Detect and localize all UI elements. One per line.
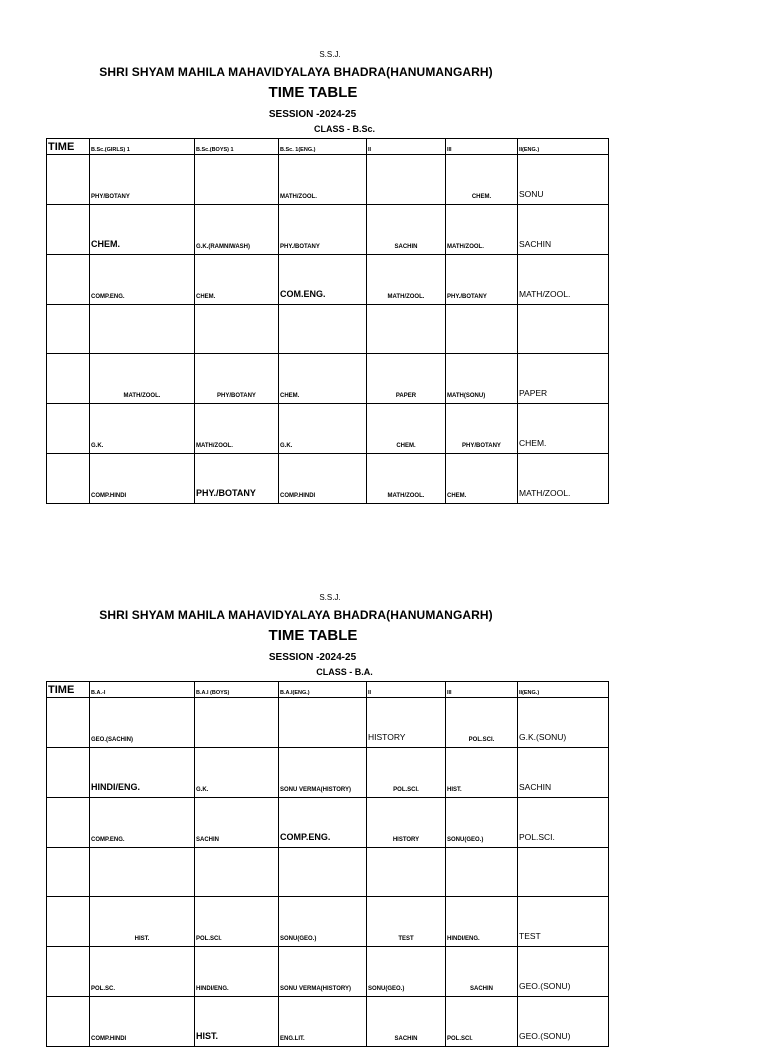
table-cell: PHY/BOTANY bbox=[446, 404, 518, 454]
bsc-timetable-title: TIME TABLE bbox=[268, 84, 358, 101]
time-cell bbox=[47, 354, 90, 404]
table-cell bbox=[90, 305, 195, 354]
table-cell: G.K.(RAMNIWASH) bbox=[195, 205, 279, 255]
table-row bbox=[47, 698, 609, 748]
table-row bbox=[47, 305, 609, 354]
time-cell bbox=[47, 947, 90, 997]
ba-timetable-title: TIME TABLE bbox=[268, 627, 358, 644]
table-cell: MATH/ZOOL. bbox=[195, 404, 279, 454]
table-cell: COMP.HINDI bbox=[90, 997, 195, 1047]
table-cell: SACHIN bbox=[367, 997, 446, 1047]
table-cell: HINDI/ENG. bbox=[90, 748, 195, 798]
table-cell: G.K. bbox=[279, 404, 367, 454]
table-cell: MATH/ZOOL. bbox=[446, 205, 518, 255]
table-cell: POL.SCI. bbox=[518, 798, 609, 848]
table-cell: HISTORY bbox=[367, 698, 446, 748]
bsc-header-col6: II(ENG.) bbox=[518, 139, 609, 155]
table-cell: GEO.(SONU) bbox=[518, 997, 609, 1047]
time-cell bbox=[47, 205, 90, 255]
time-cell bbox=[47, 748, 90, 798]
table-cell bbox=[446, 305, 518, 354]
table-row bbox=[47, 155, 609, 205]
table-row bbox=[47, 748, 609, 798]
table-cell: SACHIN bbox=[195, 798, 279, 848]
table-cell: COMP.ENG. bbox=[90, 255, 195, 305]
table-row bbox=[47, 947, 609, 997]
table-row bbox=[47, 897, 609, 947]
bsc-header-col5: III bbox=[446, 139, 518, 155]
table-cell: POL.SCI. bbox=[195, 897, 279, 947]
table-cell bbox=[195, 848, 279, 897]
table-cell bbox=[367, 155, 446, 205]
table-cell: HIST. bbox=[446, 748, 518, 798]
table-cell: CHEM. bbox=[518, 404, 609, 454]
table-cell: ENG.LIT. bbox=[279, 997, 367, 1047]
bsc-header-col4: II bbox=[367, 139, 446, 155]
table-cell: MATH/ZOOL. bbox=[518, 454, 609, 504]
time-cell bbox=[47, 698, 90, 748]
table-row bbox=[47, 404, 609, 454]
time-cell bbox=[47, 305, 90, 354]
table-cell: CHEM. bbox=[279, 354, 367, 404]
table-cell: HINDI/ENG. bbox=[195, 947, 279, 997]
table-cell: SONU(GEO.) bbox=[446, 798, 518, 848]
ba-header-col2: B.A.I (BOYS) bbox=[195, 682, 279, 698]
table-cell: CHEM. bbox=[90, 205, 195, 255]
ba-session-label: SESSION -2024-25 bbox=[268, 652, 357, 663]
bsc-header-col2: B.Sc.(BOYS) 1 bbox=[195, 139, 279, 155]
table-cell: TEST bbox=[367, 897, 446, 947]
table-cell bbox=[279, 698, 367, 748]
bsc-header-time: TIME bbox=[47, 139, 90, 155]
table-row bbox=[47, 205, 609, 255]
table-cell bbox=[518, 848, 609, 897]
table-cell: CHEM. bbox=[367, 404, 446, 454]
table-cell: PAPER bbox=[518, 354, 609, 404]
ba-header-col3: B.A.I(ENG.) bbox=[279, 682, 367, 698]
table-cell: MATH(SONU) bbox=[446, 354, 518, 404]
table-cell: SONU bbox=[518, 155, 609, 205]
bsc-header-col3: B.Sc. 1(ENG.) bbox=[279, 139, 367, 155]
table-cell: PHY./BOTANY bbox=[279, 205, 367, 255]
time-cell bbox=[47, 454, 90, 504]
table-cell: HIST. bbox=[195, 997, 279, 1047]
time-cell bbox=[47, 848, 90, 897]
table-row bbox=[47, 454, 609, 504]
table-row bbox=[47, 255, 609, 305]
table-cell: COMP.HINDI bbox=[90, 454, 195, 504]
table-cell bbox=[195, 155, 279, 205]
ba-header-col5: III bbox=[446, 682, 518, 698]
table-cell: POL.SCI. bbox=[446, 698, 518, 748]
table-cell: MATH/ZOOL. bbox=[279, 155, 367, 205]
table-cell: PHY./BOTANY bbox=[446, 255, 518, 305]
ba-header-col1: B.A.-I bbox=[90, 682, 195, 698]
table-cell bbox=[518, 305, 609, 354]
ba-header-col4: II bbox=[367, 682, 446, 698]
table-cell: SONU(GEO.) bbox=[279, 897, 367, 947]
ba-header-row bbox=[47, 682, 609, 698]
table-cell: PHY./BOTANY bbox=[195, 454, 279, 504]
time-cell bbox=[47, 255, 90, 305]
table-cell: PHY/BOTANY bbox=[195, 354, 279, 404]
table-cell bbox=[367, 305, 446, 354]
table-cell: SACHIN bbox=[518, 205, 609, 255]
table-cell bbox=[279, 305, 367, 354]
table-cell: COMP.HINDI bbox=[279, 454, 367, 504]
table-cell: CHEM. bbox=[446, 454, 518, 504]
table-cell: MATH/ZOOL. bbox=[367, 454, 446, 504]
table-row bbox=[47, 848, 609, 897]
table-cell: SACHIN bbox=[367, 205, 446, 255]
ba-class-label: CLASS - B.A. bbox=[316, 667, 373, 677]
table-cell: HISTORY bbox=[367, 798, 446, 848]
time-cell bbox=[47, 997, 90, 1047]
table-cell: GEO.(SACHIN) bbox=[90, 698, 195, 748]
bsc-ssj-label: S.S.J. bbox=[319, 50, 341, 59]
table-cell: POL.SC. bbox=[90, 947, 195, 997]
table-cell bbox=[195, 305, 279, 354]
table-cell: PHY/BOTANY bbox=[90, 155, 195, 205]
table-cell bbox=[90, 848, 195, 897]
table-cell: MATH/ZOOL. bbox=[90, 354, 195, 404]
table-cell: SONU VERMA(HISTORY) bbox=[279, 947, 367, 997]
ba-ssj-label: S.S.J. bbox=[319, 593, 341, 602]
table-cell: POL.SCI. bbox=[367, 748, 446, 798]
time-cell bbox=[47, 798, 90, 848]
ba-timetable-grid bbox=[46, 681, 609, 1047]
ba-college-name: SHRI SHYAM MAHILA MAHAVIDYALAYA BHADRA(HANUMANGARH) bbox=[99, 608, 493, 622]
bsc-college-name: SHRI SHYAM MAHILA MAHAVIDYALAYA BHADRA(HANUMANGARH) bbox=[99, 65, 493, 79]
table-cell bbox=[279, 848, 367, 897]
bsc-header-col1: B.Sc.(GIRLS) 1 bbox=[90, 139, 195, 155]
table-cell: HIST. bbox=[90, 897, 195, 947]
table-cell bbox=[367, 848, 446, 897]
table-cell: GEO.(SONU) bbox=[518, 947, 609, 997]
table-row bbox=[47, 798, 609, 848]
table-cell: CHEM. bbox=[446, 155, 518, 205]
table-row bbox=[47, 354, 609, 404]
table-cell: SONU(GEO.) bbox=[367, 947, 446, 997]
table-cell: G.K.(SONU) bbox=[518, 698, 609, 748]
table-cell: SONU VERMA(HISTORY) bbox=[279, 748, 367, 798]
bsc-session-label: SESSION -2024-25 bbox=[268, 109, 357, 120]
time-cell bbox=[47, 155, 90, 205]
table-cell: SACHIN bbox=[446, 947, 518, 997]
table-cell: TEST bbox=[518, 897, 609, 947]
table-cell: MATH/ZOOL. bbox=[518, 255, 609, 305]
table-cell bbox=[446, 848, 518, 897]
table-cell: PAPER bbox=[367, 354, 446, 404]
table-cell: COM.ENG. bbox=[279, 255, 367, 305]
table-cell bbox=[195, 698, 279, 748]
time-cell bbox=[47, 897, 90, 947]
table-cell: POL.SCI. bbox=[446, 997, 518, 1047]
time-cell bbox=[47, 404, 90, 454]
table-cell: CHEM. bbox=[195, 255, 279, 305]
table-cell: G.K. bbox=[90, 404, 195, 454]
table-cell: MATH/ZOOL. bbox=[367, 255, 446, 305]
bsc-header-row bbox=[47, 139, 609, 155]
ba-header-time: TIME bbox=[47, 682, 90, 698]
bsc-timetable-grid bbox=[46, 138, 609, 504]
table-cell: SACHIN bbox=[518, 748, 609, 798]
table-cell: G.K. bbox=[195, 748, 279, 798]
bsc-class-label: CLASS - B.Sc. bbox=[313, 124, 375, 134]
table-cell: COMP.ENG. bbox=[90, 798, 195, 848]
table-cell: COMP.ENG. bbox=[279, 798, 367, 848]
ba-header-col6: II(ENG.) bbox=[518, 682, 609, 698]
table-cell: HINDI/ENG. bbox=[446, 897, 518, 947]
table-row bbox=[47, 997, 609, 1047]
